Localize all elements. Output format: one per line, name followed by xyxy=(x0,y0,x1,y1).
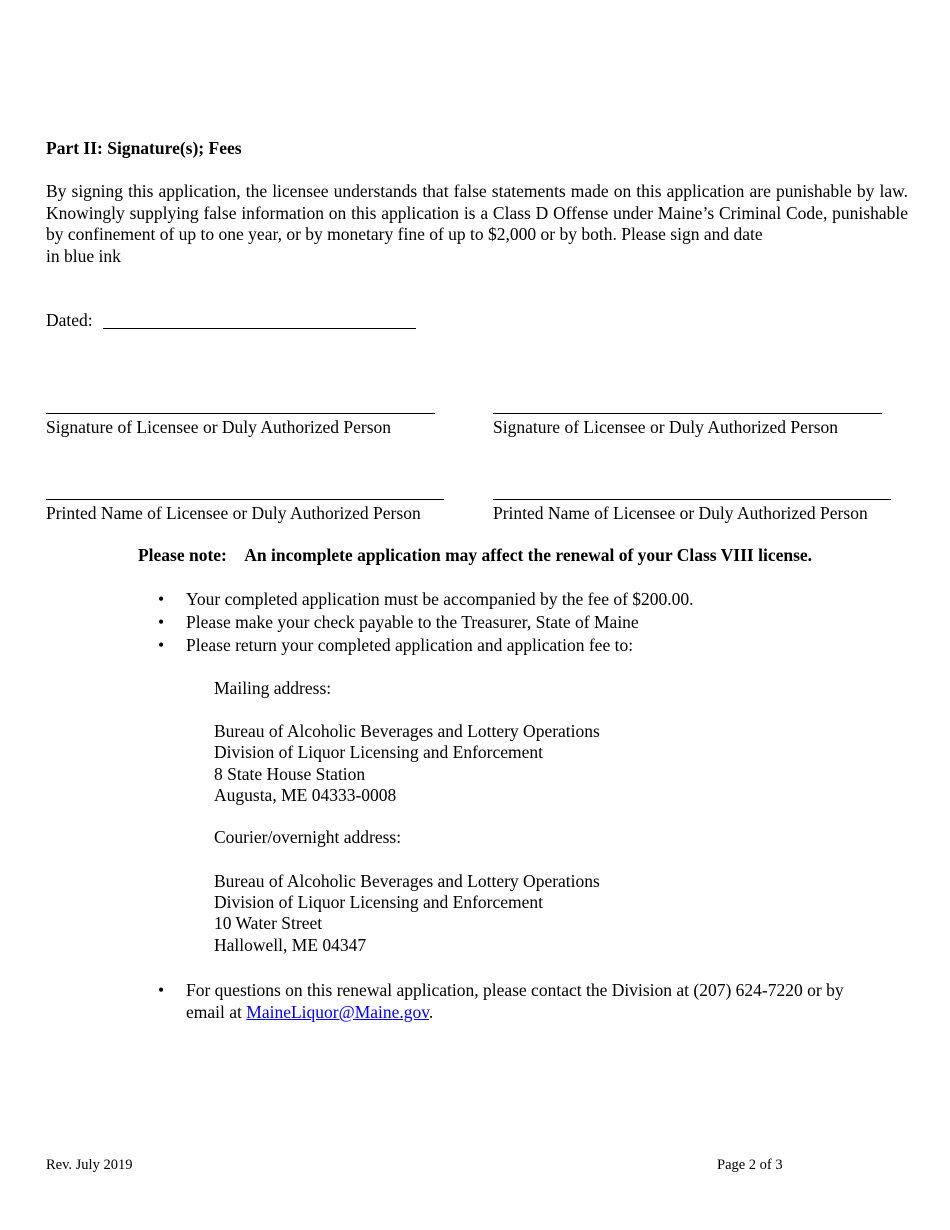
warning-paragraph xyxy=(46,181,908,267)
printed-name-label-left: Printed Name of Licensee or Duly Authorized Person xyxy=(46,503,421,523)
questions-bullet-text: For questions on this renewal application, please contact the Division at (207) 624-7220 or by xyxy=(186,980,844,1000)
mailing-address-line: Bureau of Alcoholic Beverages and Lottery Operations xyxy=(214,721,600,741)
signature-label-right: Signature of Licensee or Duly Authorized Person xyxy=(493,417,839,437)
please-note xyxy=(0,545,950,566)
mailing-address-line: Augusta, ME 04333-0008 xyxy=(214,785,397,805)
warning-line-3: punishable by confinement of up to one year, or by monetary fine of up to $2,000 or by both. Please sign and date xyxy=(46,202,908,244)
printed-name-label-right: Printed Name of Licensee or Duly Authorized Person xyxy=(493,503,868,523)
bullet-icon: • xyxy=(158,980,165,1000)
bullet-icon: • xyxy=(158,612,165,632)
signature-label-left: Signature of Licensee or Duly Authorized Person xyxy=(46,417,392,437)
signature-line-left[interactable] xyxy=(46,413,435,414)
please-note-label: Please note: xyxy=(137,545,227,565)
part-heading: Part II: Signature(s); Fees xyxy=(46,138,242,158)
questions-email-line xyxy=(186,1002,433,1024)
please-note-text: An incomplete application may affect the renewal of your Class VIII license. xyxy=(244,545,813,565)
return-bullet-text: Please return your completed application and application fee to: xyxy=(186,635,634,655)
courier-address-line: Hallowell, ME 04347 xyxy=(214,935,367,955)
fee-bullet-text: Your completed application must be accompanied by the fee of $200.00. xyxy=(186,589,694,609)
courier-address-line: Division of Liquor Licensing and Enforcement xyxy=(214,892,544,912)
questions-email-prefix: email at xyxy=(186,1002,247,1022)
printed-name-line-left[interactable] xyxy=(46,499,444,500)
warning-line-2: law. Knowingly supplying false information on this application is a Class D Offense under Maine’s Criminal Code, xyxy=(46,181,908,223)
email-link[interactable]: MaineLiquor@Maine.gov xyxy=(246,1002,429,1022)
courier-address-label: Courier/overnight address: xyxy=(214,827,402,847)
mailing-address-label: Mailing address: xyxy=(214,678,332,698)
courier-address-line: Bureau of Alcoholic Beverages and Lottery Operations xyxy=(214,871,600,891)
bullet-icon: • xyxy=(158,589,165,609)
footer-page-number: Page 2 of 3 xyxy=(717,1157,783,1173)
courier-address-line: 10 Water Street xyxy=(214,913,323,933)
questions-email-suffix: . xyxy=(428,1002,434,1022)
mailing-address-line: 8 State House Station xyxy=(214,764,366,784)
dated-label: Dated: xyxy=(46,310,93,330)
mailing-address-line: Division of Liquor Licensing and Enforcement xyxy=(214,742,544,762)
payable-bullet-text: Please make your check payable to the Treasurer, State of Maine xyxy=(186,612,639,632)
footer-revision: Rev. July 2019 xyxy=(46,1157,133,1173)
bullet-icon: • xyxy=(158,635,165,655)
warning-line-4: in blue ink xyxy=(46,245,121,266)
signature-line-right[interactable] xyxy=(493,413,882,414)
printed-name-line-right[interactable] xyxy=(493,499,891,500)
warning-line-1: By signing this application, the licensee understands that false statements made on this application are punishable by xyxy=(46,181,875,201)
dated-field-line[interactable] xyxy=(103,328,416,329)
